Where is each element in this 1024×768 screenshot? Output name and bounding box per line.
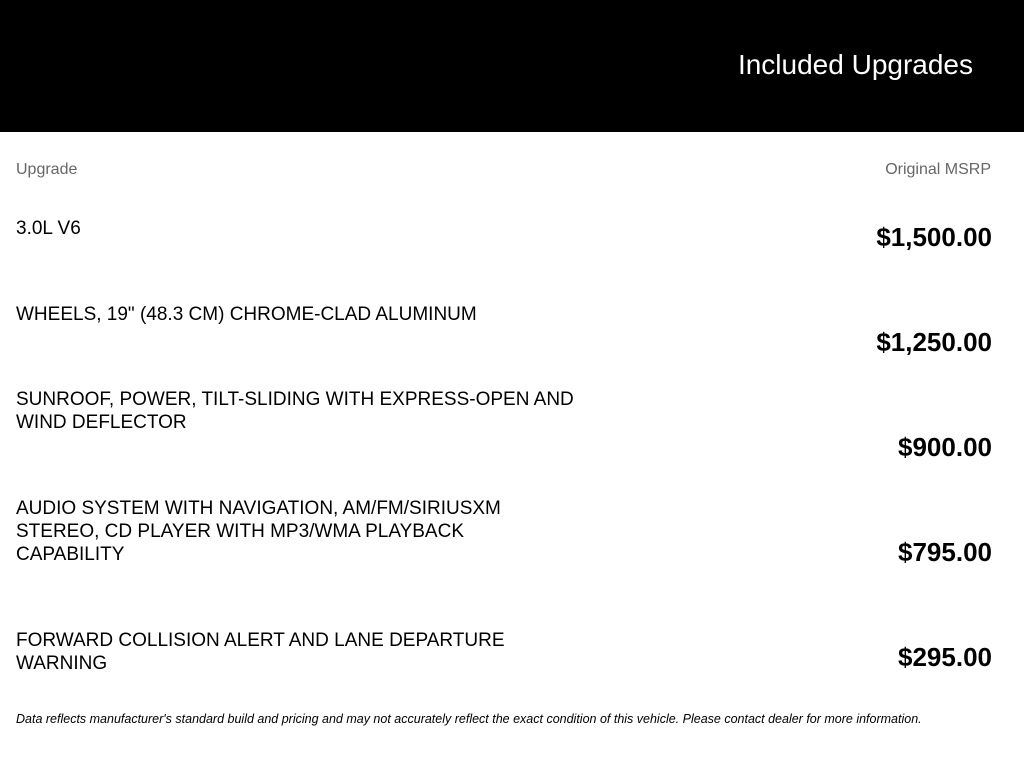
upgrade-column-header: Upgrade	[16, 161, 78, 178]
upgrade-name: AUDIO SYSTEM WITH NAVIGATION, AM/FM/SIRIUSXM STEREO, CD PLAYER WITH MP3/WMA PLAYBACK CAPABILITY	[16, 498, 501, 565]
upgrade-price: $1,250.00	[876, 327, 992, 357]
upgrade-name: SUNROOF, POWER, TILT-SLIDING WITH EXPRESS-OPEN AND WIND DEFLECTOR	[16, 389, 574, 433]
upgrade-name: FORWARD COLLISION ALERT AND LANE DEPARTURE WARNING	[16, 630, 505, 674]
header-bar	[0, 0, 1024, 132]
upgrade-price: $295.00	[898, 642, 992, 672]
upgrade-name: 3.0L V6	[16, 218, 81, 239]
upgrade-name: WHEELS, 19" (48.3 CM) CHROME-CLAD ALUMINUM	[16, 304, 477, 325]
upgrade-price: $1,500.00	[876, 222, 992, 252]
page-title: Included Upgrades	[737, 49, 973, 80]
disclaimer-text: Data reflects manufacturer's standard build and pricing and may not accurately reflect the exact condition of this vehicle. Please contact dealer for more information.	[16, 712, 922, 726]
upgrade-price: $795.00	[898, 537, 992, 567]
msrp-column-header: Original MSRP	[885, 161, 991, 178]
upgrade-price: $900.00	[898, 432, 992, 462]
